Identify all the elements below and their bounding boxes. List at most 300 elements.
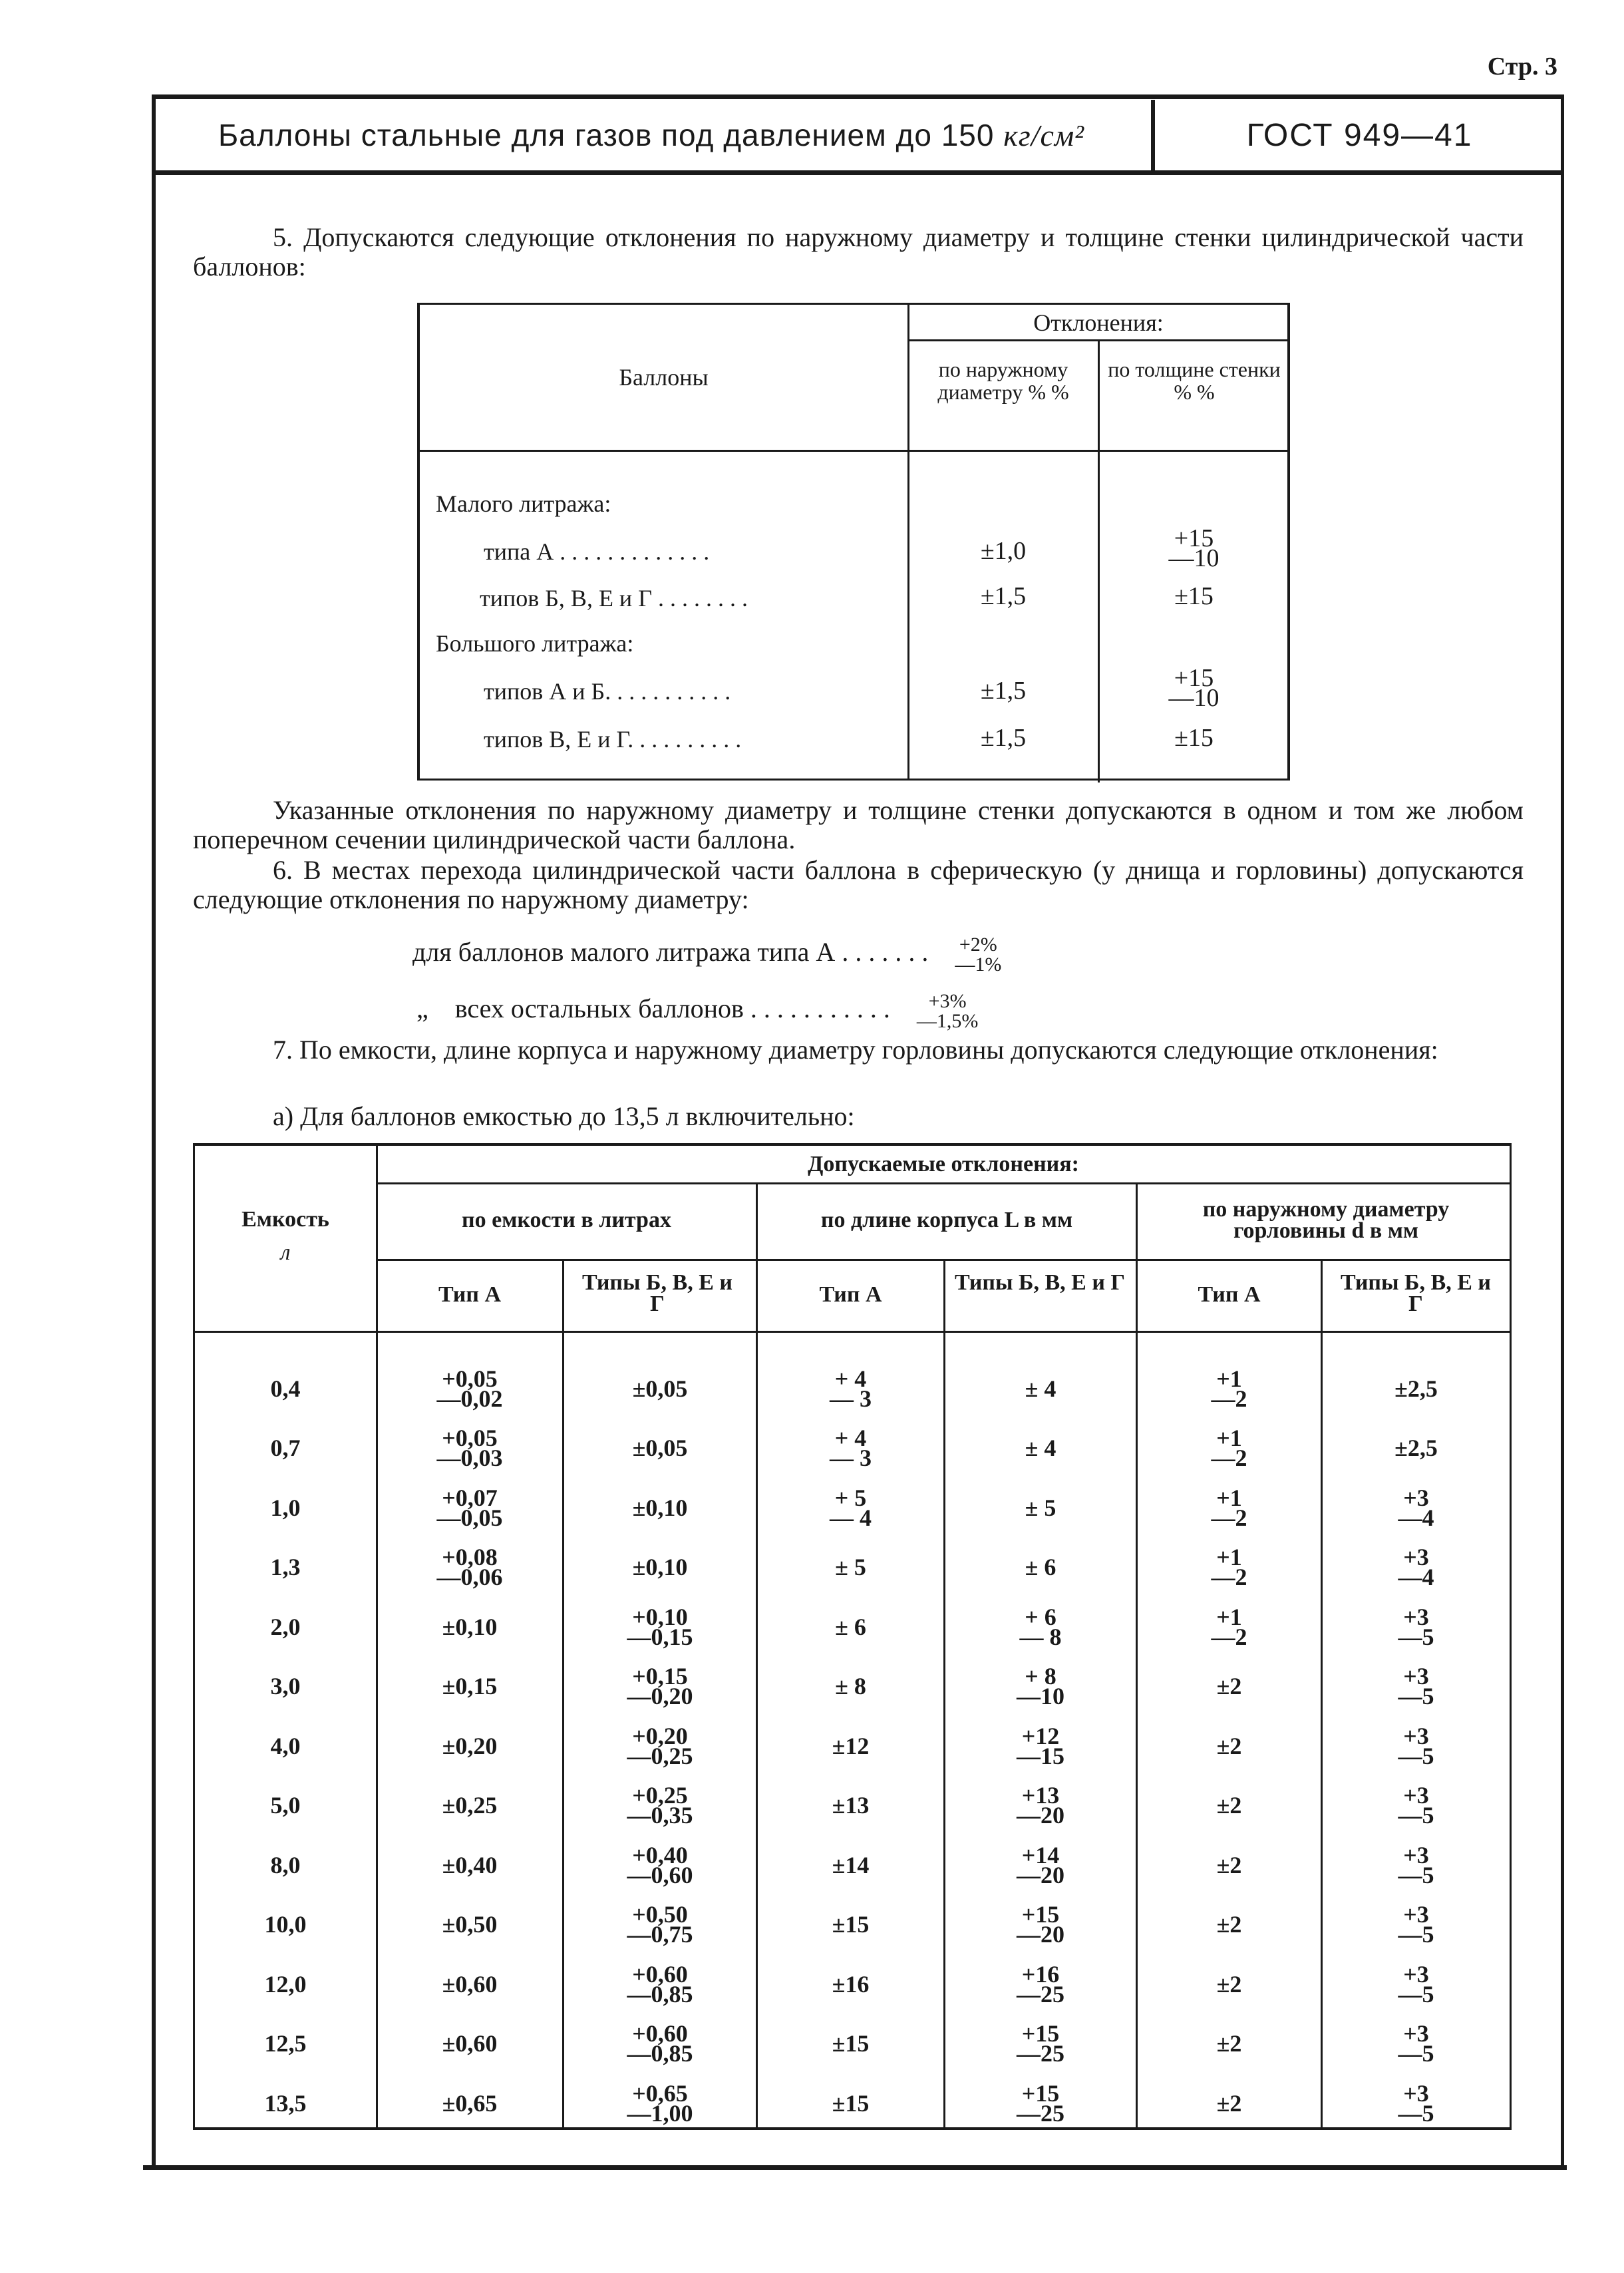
tolerance-lower: —5 <box>1398 1980 1434 2008</box>
tolerance-value <box>442 1911 498 1938</box>
t2-cell-length-dev-type-a <box>758 1776 943 1835</box>
t2-cell-capacity-dev-type-a <box>377 2073 562 2133</box>
t2-cell-neck-dev-type-a <box>1138 1419 1321 1478</box>
tolerance-value <box>1398 1841 1434 1888</box>
title-unit: кг/см² <box>1003 118 1085 152</box>
t2-cell-length-dev-other <box>945 1359 1136 1418</box>
t2-cell-neck-dev-type-a <box>1138 1478 1321 1537</box>
deviation-note-paragraph <box>193 796 1524 854</box>
t2-header-rule <box>195 1331 1510 1333</box>
tolerance-value <box>835 1673 866 1699</box>
t2-cell-capacity-dev-other <box>564 1419 756 1478</box>
t2-cell-length-dev-other <box>945 1716 1136 1775</box>
t2-cell-capacity-dev-type-a <box>377 1716 562 1775</box>
tolerance-symmetric: ±15 <box>832 2030 870 2057</box>
t2-cell-length-dev-other <box>945 1538 1136 1597</box>
tolerance-value <box>1017 2079 1064 2127</box>
tolerance-value <box>632 1375 688 1402</box>
t2-col-allowed: Допускаемые отклонения: <box>808 1152 1079 1176</box>
tolerance-upper: + 5 <box>834 1484 867 1511</box>
t2-cell-neck-dev-type-a <box>1138 1538 1321 1597</box>
t2-cell-capacity-dev-type-a <box>377 1895 562 1954</box>
t2-type-a: Тип А <box>819 1282 882 1307</box>
tolerance-value <box>1216 1732 1242 1759</box>
tolerance-symmetric: ±13 <box>832 1792 870 1819</box>
t2-cell-length-dev-type-a <box>758 2014 943 2073</box>
tolerance-symmetric: ±16 <box>832 1970 870 1998</box>
tolerance-lower: —5 <box>1398 2099 1434 2127</box>
tolerance-symmetric: ±0,60 <box>442 2030 498 2057</box>
t2-cell-capacity-dev-other <box>564 1359 756 1418</box>
tolerance-value <box>832 1911 870 1938</box>
tolerance-value <box>1017 2020 1064 2067</box>
t1-col-wall-thickness: по толщине стенки % % <box>1108 357 1281 404</box>
transition-other-tolerance <box>917 991 979 1031</box>
tolerance-symmetric: ±2 <box>1216 1792 1242 1819</box>
tolerance-upper: +3 <box>1403 1722 1429 1749</box>
tolerance-value <box>1019 1603 1062 1650</box>
t1-row-label: типов В, Е и Г. . . . . . . . . . <box>484 726 742 753</box>
tolerance-symmetric: ±2 <box>1216 2030 1242 2057</box>
tolerance-lower: — 8 <box>1019 1623 1062 1650</box>
t2-cell-length-dev-other <box>945 2073 1136 2133</box>
t2-cell-neck-dev-type-a <box>1138 2073 1321 2133</box>
tolerance-upper: + 4 <box>834 1365 867 1392</box>
t2-col-capacity-label: Емкость <box>242 1207 329 1232</box>
tolerance-upper: +3 <box>1403 1782 1429 1809</box>
tolerance-lower: —0,25 <box>627 1742 693 1769</box>
tolerance-upper: +0,07 <box>442 1484 498 1511</box>
tolerance-value <box>442 1673 498 1699</box>
t2-cell-capacity-dev-type-a <box>377 1597 562 1656</box>
deviation-note-text: Указанные отклонения по наружному диаметру и толщине стенки допускаются в одном и том же любом поперечном сечении цилиндрической части баллона. <box>193 795 1524 854</box>
tolerance-value <box>1398 1603 1434 1650</box>
tolerance-value <box>1025 1554 1056 1580</box>
t2-cell-neck-dev-type-a <box>1138 1716 1321 1775</box>
section-7a-line: а) Для баллонов емкостью до 13,5 л включительно: <box>273 1101 855 1131</box>
transition-line-small <box>412 935 1001 975</box>
t1-header-rule <box>420 450 1288 452</box>
tolerance-symmetric: ±2 <box>1216 1911 1242 1938</box>
tolerance-value <box>1216 2030 1242 2057</box>
table-row <box>195 1597 1510 1656</box>
tolerance-symmetric: ± 5 <box>1025 1494 1056 1521</box>
tolerance-value <box>436 1484 503 1531</box>
tolerance-value <box>1216 2089 1242 2117</box>
t2-cell-capacity: 4,0 <box>270 1732 301 1759</box>
tolerance-value <box>442 1851 498 1878</box>
tolerance-lower: —20 <box>1017 1861 1064 1888</box>
tolerance-value <box>832 1792 870 1819</box>
tolerance-value <box>627 1960 693 2008</box>
t2-cell-neck-dev-other <box>1323 1538 1510 1597</box>
tolerance-symmetric: ±0,10 <box>632 1494 688 1521</box>
tolerance-value <box>1216 1851 1242 1878</box>
tolerance-symmetric: ±0,40 <box>442 1851 498 1878</box>
t2-cell-length-dev-other <box>945 1657 1136 1716</box>
tolerance-value <box>835 1554 866 1580</box>
tolerance-value <box>627 1901 693 1948</box>
t2-types-other: Типы Б, В, Е и Г <box>1341 1270 1491 1316</box>
t1-group-large: Большого литража: <box>436 630 634 657</box>
tolerance-symmetric: ± 6 <box>835 1613 866 1640</box>
t2-cell-capacity-dev-other <box>564 2073 756 2133</box>
tolerance-upper: +1 <box>1216 1603 1242 1630</box>
tolerance-symmetric: ± 8 <box>835 1673 866 1699</box>
t2-cell-capacity-dev-other <box>564 1538 756 1597</box>
frame-left-rule <box>152 94 156 2168</box>
tolerance-lower: —0,60 <box>627 1861 693 1888</box>
tolerance-value <box>1398 1484 1434 1531</box>
section-5-text: 5. Допускаются следующие отклонения по наружному диаметру и толщине стенки цилиндрической части баллонов: <box>193 222 1524 281</box>
tolerance-symmetric: ±2,5 <box>1394 1375 1438 1402</box>
tolerance-lower: — 4 <box>830 1504 872 1531</box>
tolerance-value <box>627 1722 693 1769</box>
t2-cell-capacity-dev-other <box>564 1597 756 1656</box>
table-row <box>195 1359 1510 1418</box>
t1-cell-wall <box>1100 524 1288 572</box>
t2-cell-capacity-dev-type-a <box>377 1478 562 1537</box>
section-7-paragraph <box>193 1035 1524 1065</box>
tolerance-lower: —2 <box>1211 1385 1247 1412</box>
t2-cell-length-dev-type-a <box>758 1895 943 1954</box>
tolerance-value <box>1398 1782 1434 1829</box>
t1-subheader-rule <box>909 339 1288 341</box>
tolerance-upper: +16 <box>1021 1960 1060 1988</box>
tolerance-lower: —25 <box>1017 2040 1064 2067</box>
table-row <box>195 1538 1510 1597</box>
t2-cell-neck-dev-type-a <box>1138 2014 1321 2073</box>
table-row <box>195 1895 1510 1954</box>
tolerance-value <box>1398 2020 1434 2067</box>
tolerance-symmetric: ±15 <box>832 1911 870 1938</box>
tol-minus: —1,5% <box>916 1010 979 1032</box>
t2-cell-length-dev-other <box>945 1478 1136 1537</box>
tolerance-value <box>1017 1722 1064 1769</box>
t2-cell-length-dev-type-a <box>758 1954 943 2013</box>
tolerance-upper: +0,05 <box>442 1425 498 1451</box>
page-number: Стр. 3 <box>1487 53 1557 81</box>
transition-line-other <box>416 991 978 1031</box>
tolerance-value <box>1211 1603 1247 1650</box>
tolerance-symmetric: ±0,20 <box>442 1732 498 1759</box>
tolerance-value <box>436 1544 503 1590</box>
t2-cell-length-dev-type-a <box>758 1359 943 1418</box>
tolerance-lower: — 3 <box>830 1445 872 1471</box>
tolerance-value <box>832 1732 870 1759</box>
table-row <box>195 1716 1510 1775</box>
tolerance-value <box>442 1732 498 1759</box>
t2-cell-length-dev-other <box>945 1895 1136 1954</box>
t2-cell-length-dev-type-a <box>758 1657 943 1716</box>
tolerance-value <box>627 1841 693 1888</box>
tolerance-lower: —0,03 <box>436 1445 503 1471</box>
tolerance-lower: —0,85 <box>627 2040 693 2067</box>
tolerance-value <box>632 1554 688 1580</box>
tolerance-upper: +3 <box>1403 2020 1429 2047</box>
tolerance-symmetric: ± 5 <box>835 1554 866 1580</box>
tolerance-lower: —2 <box>1211 1564 1247 1590</box>
t2-cell-capacity: 1,3 <box>270 1554 301 1580</box>
t2-cell-capacity-dev-other <box>564 1895 756 1954</box>
tolerance-lower: —20 <box>1017 1802 1064 1829</box>
t2-cell-neck-dev-other <box>1323 1597 1510 1656</box>
tol-minus: —1% <box>955 954 1002 975</box>
t1-group-small: Малого литража: <box>436 490 611 517</box>
t2-cell-capacity-dev-type-a <box>377 1538 562 1597</box>
tolerance-lower: — 3 <box>830 1385 872 1412</box>
tolerance-value <box>1398 1663 1434 1709</box>
tolerance-value <box>627 1663 693 1709</box>
t2-cell-capacity-dev-type-a <box>377 2014 562 2073</box>
tolerance-lower: —0,02 <box>436 1385 503 1412</box>
tolerance-upper: +1 <box>1216 1365 1242 1392</box>
tolerance-lower: —0,15 <box>627 1623 693 1650</box>
tolerance-symmetric: ±0,25 <box>442 1792 498 1819</box>
tolerance-value <box>832 1970 870 1998</box>
tolerance-value <box>1025 1435 1056 1461</box>
t2-cell-length-dev-type-a <box>758 1835 943 1894</box>
t1-cell-diameter: ±1,5 <box>980 724 1027 752</box>
tolerance-lower: —20 <box>1017 1921 1064 1948</box>
tolerance-symmetric: ± 6 <box>1025 1554 1056 1580</box>
tolerance-value <box>1025 1494 1056 1521</box>
tolerance-symmetric: ±0,65 <box>442 2089 498 2117</box>
tolerance-lower: —5 <box>1398 1921 1434 1948</box>
t2-cell-capacity-dev-other <box>564 1657 756 1716</box>
document-title <box>152 100 1151 170</box>
t2-cell-capacity-dev-type-a <box>377 1359 562 1418</box>
t2-cell-neck-dev-other <box>1323 1359 1510 1418</box>
t2-cell-neck-dev-other <box>1323 1895 1510 1954</box>
tolerance-upper: +0,20 <box>632 1722 688 1749</box>
transition-line-small-text: для баллонов малого литража типа А . . . . . . . <box>412 937 929 967</box>
t2-type-a: Тип А <box>1198 1282 1261 1307</box>
tolerance-lower: —25 <box>1017 1980 1064 2008</box>
tolerance-value <box>442 1970 498 1998</box>
tolerance-value <box>1017 1663 1064 1709</box>
tolerance-upper: +3 <box>1403 1663 1429 1689</box>
t2-cell-capacity: 0,7 <box>270 1435 301 1461</box>
tolerance-lower: —4 <box>1398 1564 1434 1590</box>
section-5-paragraph <box>193 223 1524 281</box>
table-deviations-diameter-wall <box>417 303 1290 781</box>
tolerance-symmetric: ±2,5 <box>1394 1435 1438 1461</box>
tolerance-lower: —0,75 <box>627 1921 693 1948</box>
t2-cell-capacity: 13,5 <box>264 2089 307 2117</box>
t2-cell-capacity-dev-type-a <box>377 1776 562 1835</box>
t1-row-label: типов Б, В, Е и Г . . . . . . . . <box>480 585 748 612</box>
tolerance-upper: + 4 <box>834 1425 867 1451</box>
t2-types-other: Типы Б, В, Е и Г <box>954 1270 1126 1295</box>
t2-cell-length-dev-other <box>945 2014 1136 2073</box>
tol-plus: +3% <box>928 990 967 1012</box>
tolerance-upper: +3 <box>1403 2079 1429 2107</box>
tolerance-value <box>830 1425 872 1471</box>
t2-cell-length-dev-other <box>945 1597 1136 1656</box>
tolerance-value <box>1017 1960 1064 2008</box>
tolerance-upper: +0,60 <box>632 1960 688 1988</box>
tolerance-value <box>835 1613 866 1640</box>
t2-cell-neck-dev-other <box>1323 1478 1510 1537</box>
t1-cell-diameter: ±1,0 <box>980 537 1027 565</box>
t2-cell-neck-dev-type-a <box>1138 1835 1321 1894</box>
t2-cell-length-dev-type-a <box>758 1716 943 1775</box>
t2-cell-neck-dev-type-a <box>1138 1359 1321 1418</box>
t2-types-other: Типы Б, В, Е и Г <box>582 1270 732 1316</box>
tolerance-lower: —5 <box>1398 1802 1434 1829</box>
tolerance-lower: —0,06 <box>436 1564 503 1590</box>
t2-cell-neck-dev-other <box>1323 1954 1510 2013</box>
section-6-paragraph <box>193 856 1524 914</box>
t2-cell-capacity: 3,0 <box>270 1673 301 1699</box>
tolerance-upper: +0,65 <box>632 2079 688 2107</box>
tolerance-lower: —0,05 <box>436 1504 503 1531</box>
tolerance-value <box>442 1792 498 1819</box>
tolerance-value <box>1017 1901 1064 1948</box>
tolerance-value <box>832 2089 870 2117</box>
tolerance-value <box>1398 1901 1434 1948</box>
t2-cell-length-dev-other <box>945 1776 1136 1835</box>
tolerance-lower: —4 <box>1398 1504 1434 1531</box>
tolerance-upper: +0,05 <box>442 1365 498 1392</box>
tolerance-value <box>436 1425 503 1471</box>
tolerance-value <box>1216 1970 1242 1998</box>
tolerance-symmetric: ±2 <box>1216 1970 1242 1998</box>
tolerance-value <box>1025 1375 1056 1402</box>
tol-plus: +2% <box>959 934 997 956</box>
t2-cell-capacity: 2,0 <box>270 1613 301 1640</box>
t2-cell-neck-dev-type-a <box>1138 1597 1321 1656</box>
t2-cell-neck-dev-type-a <box>1138 1776 1321 1835</box>
tolerance-value <box>1017 1841 1064 1888</box>
t2-col-by-length: по длине корпуса L в мм <box>820 1208 1073 1232</box>
t2-cell-length-dev-other <box>945 1954 1136 2013</box>
tolerance-value <box>832 2030 870 2057</box>
tolerance-symmetric: ± 4 <box>1025 1375 1056 1402</box>
section-6-text: 6. В местах перехода цилиндрической части баллона в сферическую (у днища и горловины) допускаются следующие отклонения по наружному диаметру: <box>193 855 1524 914</box>
tolerance-value <box>436 1365 503 1412</box>
t2-cell-capacity: 12,0 <box>264 1970 307 1998</box>
tolerance-value <box>1211 1484 1247 1531</box>
tolerance-upper: +1 <box>1216 1544 1242 1570</box>
tolerance-symmetric: ±0,60 <box>442 1970 498 1998</box>
tolerance-lower: —15 <box>1017 1742 1064 1769</box>
t2-subheader-rule <box>377 1259 1510 1261</box>
tolerance-value <box>1398 1960 1434 2008</box>
table-row <box>195 1657 1510 1716</box>
tolerance-value <box>627 2020 693 2067</box>
tolerance-value <box>830 1365 872 1412</box>
header-bottom-rule <box>152 170 1564 175</box>
t1-wall-minus: —10 <box>1168 684 1219 712</box>
t2-cell-capacity: 5,0 <box>270 1792 301 1819</box>
frame-right-rule <box>1561 94 1564 2168</box>
tolerance-lower: —5 <box>1398 1683 1434 1709</box>
t2-cell-length-dev-type-a <box>758 1419 943 1478</box>
t2-cell-neck-dev-other <box>1323 1835 1510 1894</box>
t2-cell-length-dev-other <box>945 1835 1136 1894</box>
t2-col-by-capacity: по емкости в литрах <box>462 1208 671 1232</box>
t2-col-by-neck: по наружному диаметру горловины d в мм <box>1202 1197 1450 1243</box>
tolerance-value <box>632 1435 688 1461</box>
t2-col-capacity <box>195 1209 376 1264</box>
tolerance-symmetric: ±2 <box>1216 1851 1242 1878</box>
tolerance-upper: +3 <box>1403 1603 1429 1630</box>
tolerance-value <box>1398 2079 1434 2127</box>
tolerance-upper: +3 <box>1403 1841 1429 1868</box>
tolerance-value <box>627 2079 693 2127</box>
section-7-text: 7. По емкости, длине корпуса и наружному диаметру горловины допускаются следующие отклонения: <box>273 1035 1438 1065</box>
t2-cell-capacity-dev-type-a <box>377 1419 562 1478</box>
t1-cell-diameter: ±1,5 <box>980 677 1027 705</box>
tolerance-symmetric: ±0,10 <box>632 1554 688 1580</box>
t2-cell-length-dev-type-a <box>758 1478 943 1537</box>
tolerance-lower: —0,35 <box>627 1802 693 1829</box>
tolerance-upper: +15 <box>1021 2079 1060 2107</box>
table-row <box>195 1419 1510 1478</box>
t1-cell-wall: ±15 <box>1174 582 1214 610</box>
t2-cell-capacity-dev-other <box>564 1478 756 1537</box>
tolerance-upper: +0,15 <box>632 1663 688 1689</box>
t1-wall-plus: +15 <box>1174 664 1214 692</box>
t2-cell-neck-dev-type-a <box>1138 1954 1321 2013</box>
t2-cell-capacity-dev-other <box>564 1835 756 1894</box>
tolerance-upper: +3 <box>1403 1901 1429 1928</box>
tolerance-value <box>627 1782 693 1829</box>
tolerance-value <box>1211 1425 1247 1471</box>
tolerance-upper: +0,08 <box>442 1544 498 1570</box>
t2-cell-neck-dev-other <box>1323 1776 1510 1835</box>
transition-small-tolerance <box>955 935 1001 975</box>
t2-cell-capacity: 0,4 <box>270 1375 301 1402</box>
t1-wall-minus: —10 <box>1168 544 1219 572</box>
t2-cell-neck-dev-other <box>1323 2073 1510 2133</box>
tolerance-symmetric: ±0,10 <box>442 1613 498 1640</box>
tolerance-upper: +15 <box>1021 1901 1060 1928</box>
tolerance-lower: —5 <box>1398 1861 1434 1888</box>
tolerance-upper: +1 <box>1216 1484 1242 1511</box>
t1-col-cylinders: Баллоны <box>619 364 709 391</box>
t1-cell-wall <box>1100 664 1288 712</box>
tolerance-value <box>1211 1365 1247 1412</box>
tolerance-value <box>1211 1544 1247 1590</box>
tolerance-upper: +13 <box>1021 1782 1060 1809</box>
tolerance-value <box>632 1494 688 1521</box>
tolerance-value <box>1017 1782 1064 1829</box>
gost-number: ГОСТ 949—41 <box>1246 117 1473 153</box>
frame-bottom-rule <box>143 2165 1567 2170</box>
tolerance-lower: —0,85 <box>627 1980 693 2008</box>
t2-cell-length-dev-other <box>945 1419 1136 1478</box>
t2-cell-capacity-dev-other <box>564 1776 756 1835</box>
tolerance-upper: +0,40 <box>632 1841 688 1868</box>
tolerance-lower: —2 <box>1211 1623 1247 1650</box>
t2-cell-neck-dev-type-a <box>1138 1657 1321 1716</box>
tolerance-upper: +3 <box>1403 1544 1429 1570</box>
tolerance-upper: +3 <box>1403 1960 1429 1988</box>
tolerance-value <box>1394 1375 1438 1402</box>
table-row <box>195 2073 1510 2133</box>
table-row <box>195 1954 1510 2013</box>
tolerance-upper: +0,60 <box>632 2020 688 2047</box>
tolerance-symmetric: ±2 <box>1216 1673 1242 1699</box>
t2-cell-capacity: 1,0 <box>270 1494 301 1521</box>
t2-cell-neck-dev-other <box>1323 1657 1510 1716</box>
table-row <box>195 1776 1510 1835</box>
t2-cell-neck-dev-type-a <box>1138 1895 1321 1954</box>
t2-cell-capacity: 12,5 <box>264 2030 307 2057</box>
